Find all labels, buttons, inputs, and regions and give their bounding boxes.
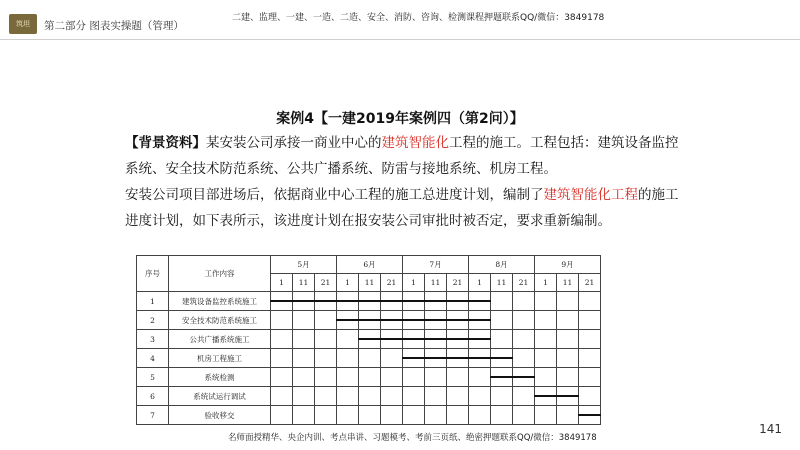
day-header: 11 (359, 274, 381, 292)
timeline-cell (535, 406, 557, 425)
schedule-row (137, 311, 601, 330)
timeline-cell (513, 406, 535, 425)
gantt-bar-segment (358, 300, 381, 302)
timeline-cell (447, 349, 469, 368)
gantt-bar-segment (578, 414, 601, 416)
row-work-name: 系统检测 (169, 368, 271, 387)
gantt-bar-segment (380, 319, 403, 321)
gantt-bar-segment (556, 395, 579, 397)
timeline-cell (403, 387, 425, 406)
day-header: 11 (293, 274, 315, 292)
timeline-cell (271, 406, 293, 425)
background-paragraph (97, 131, 685, 182)
timeline-cell (447, 292, 469, 311)
timeline-cell (557, 330, 579, 349)
timeline-cell (535, 349, 557, 368)
timeline-cell (447, 368, 469, 387)
gantt-bar-segment (468, 338, 491, 340)
timeline-cell (403, 292, 425, 311)
timeline-cell (557, 349, 579, 368)
timeline-cell (425, 368, 447, 387)
schedule-row (137, 330, 601, 349)
timeline-cell (491, 387, 513, 406)
gantt-bar-segment (336, 300, 359, 302)
gantt-bar-segment (446, 300, 469, 302)
gantt-bar-segment (468, 319, 491, 321)
gantt-bar-segment (446, 338, 469, 340)
timeline-cell (315, 330, 337, 349)
gantt-bar-segment (380, 300, 403, 302)
timeline-cell (491, 311, 513, 330)
timeline-cell (535, 292, 557, 311)
timeline-cell (315, 292, 337, 311)
gantt-bar-segment (402, 319, 425, 321)
timeline-cell (271, 330, 293, 349)
day-header: 1 (469, 274, 491, 292)
timeline-cell (557, 311, 579, 330)
row-seq: 6 (137, 387, 169, 406)
timeline-cell (271, 311, 293, 330)
timeline-cell (469, 368, 491, 387)
timeline-cell (359, 311, 381, 330)
gantt-bar-segment (490, 376, 513, 378)
timeline-cell (447, 311, 469, 330)
gantt-bar-segment (512, 376, 535, 378)
timeline-cell (557, 292, 579, 311)
timeline-cell (381, 406, 403, 425)
timeline-cell (293, 311, 315, 330)
schedule-row (137, 406, 601, 425)
timeline-cell (337, 406, 359, 425)
day-header: 1 (271, 274, 293, 292)
timeline-cell (315, 349, 337, 368)
month-header: 7月 (403, 256, 469, 274)
day-header: 1 (535, 274, 557, 292)
header-seq: 序号 (137, 256, 169, 292)
timeline-cell (403, 330, 425, 349)
gantt-bar-segment (402, 300, 425, 302)
gantt-bar-segment (402, 357, 425, 359)
timeline-cell (381, 330, 403, 349)
gantt-bar-segment (424, 319, 447, 321)
day-header: 21 (447, 274, 469, 292)
day-header: 21 (513, 274, 535, 292)
schedule-table (136, 255, 601, 425)
timeline-cell (469, 349, 491, 368)
timeline-cell (535, 368, 557, 387)
day-header: 21 (315, 274, 337, 292)
timeline-cell (337, 330, 359, 349)
timeline-cell (359, 387, 381, 406)
gantt-bar-segment (534, 395, 557, 397)
gantt-bar-segment (424, 338, 447, 340)
brand-logo: 筑坦 (9, 14, 37, 34)
timeline-cell (271, 349, 293, 368)
timeline-cell (469, 330, 491, 349)
gantt-bar-segment (292, 300, 315, 302)
header-divider (0, 39, 800, 40)
row-seq: 2 (137, 311, 169, 330)
timeline-cell (293, 387, 315, 406)
timeline-cell (513, 292, 535, 311)
timeline-cell (557, 387, 579, 406)
timeline-cell (337, 387, 359, 406)
timeline-cell (425, 349, 447, 368)
timeline-cell (381, 368, 403, 387)
month-header: 8月 (469, 256, 535, 274)
timeline-cell (579, 349, 601, 368)
timeline-cell (403, 311, 425, 330)
timeline-cell (293, 368, 315, 387)
timeline-cell (315, 406, 337, 425)
timeline-cell (579, 330, 601, 349)
timeline-cell (425, 406, 447, 425)
row-work-name: 公共广播系统施工 (169, 330, 271, 349)
gantt-bar-segment (468, 357, 491, 359)
schedule-row (137, 349, 601, 368)
timeline-cell (381, 387, 403, 406)
timeline-cell (315, 387, 337, 406)
timeline-cell (425, 330, 447, 349)
timeline-cell (447, 330, 469, 349)
header-work: 工作内容 (169, 256, 271, 292)
highlight-intelligent-building: 建筑智能化 (381, 135, 449, 151)
timeline-cell (271, 292, 293, 311)
timeline-cell (315, 311, 337, 330)
timeline-cell (513, 311, 535, 330)
gantt-bar-segment (490, 357, 513, 359)
day-header: 1 (337, 274, 359, 292)
timeline-cell (469, 311, 491, 330)
timeline-cell (293, 292, 315, 311)
day-header: 11 (557, 274, 579, 292)
schedule-row (137, 368, 601, 387)
day-header: 1 (403, 274, 425, 292)
timeline-cell (491, 406, 513, 425)
timeline-cell (491, 368, 513, 387)
timeline-cell (381, 311, 403, 330)
timeline-cell (403, 406, 425, 425)
timeline-cell (447, 387, 469, 406)
row-seq: 7 (137, 406, 169, 425)
footer-contact-note: 名师面授精华、央企内训、考点串讲、习题模考、考前三页纸、绝密押题联系QQ/微信：3849178 (228, 433, 597, 443)
timeline-cell (293, 349, 315, 368)
schedule-text-b: 的施工进度计划，如下表所示，该进度计划在报安装公司审批时被否定，要求重新编制。 (125, 187, 679, 229)
gantt-bar-segment (270, 300, 293, 302)
day-header: 11 (491, 274, 513, 292)
gantt-bar-segment (446, 319, 469, 321)
row-work-name: 机房工程施工 (169, 349, 271, 368)
timeline-cell (491, 292, 513, 311)
timeline-cell (513, 387, 535, 406)
timeline-cell (513, 368, 535, 387)
timeline-cell (579, 387, 601, 406)
timeline-cell (535, 311, 557, 330)
case-title: 案例4【一建2019年案例四（第2问）】 (276, 111, 524, 127)
timeline-cell (271, 368, 293, 387)
timeline-cell (535, 330, 557, 349)
timeline-cell (469, 292, 491, 311)
timeline-cell (513, 349, 535, 368)
row-seq: 5 (137, 368, 169, 387)
timeline-cell (337, 292, 359, 311)
day-header: 21 (381, 274, 403, 292)
row-seq: 1 (137, 292, 169, 311)
timeline-cell (359, 406, 381, 425)
gantt-bar-segment (424, 300, 447, 302)
timeline-cell (337, 368, 359, 387)
background-label: 【背景资料】 (125, 135, 206, 151)
day-header: 11 (425, 274, 447, 292)
timeline-cell (513, 330, 535, 349)
schedule-text-a: 安装公司项目部进场后，依据商业中心工程的施工总进度计划，编制了 (125, 187, 544, 203)
timeline-cell (359, 368, 381, 387)
month-header: 9月 (535, 256, 601, 274)
page-number: 141 (759, 422, 782, 436)
timeline-cell (447, 406, 469, 425)
schedule-row (137, 292, 601, 311)
gantt-bar-segment (468, 300, 491, 302)
timeline-cell (403, 368, 425, 387)
timeline-cell (293, 406, 315, 425)
timeline-cell (535, 387, 557, 406)
month-header: 5月 (271, 256, 337, 274)
timeline-cell (337, 349, 359, 368)
header-contact-note: 二建、监理、一建、一造、二造、安全、消防、咨询、检测课程押题联系QQ/微信：3849178 (232, 13, 605, 23)
timeline-cell (557, 406, 579, 425)
row-work-name: 验收移交 (169, 406, 271, 425)
timeline-cell (579, 368, 601, 387)
row-work-name: 建筑设备监控系统施工 (169, 292, 271, 311)
background-text-b: 工程的施工。工程包括：建筑设备监控系统、安全技术防范系统、公共广播系统、防雷与接地系统、机房工程。 (125, 135, 679, 177)
schedule-row (137, 387, 601, 406)
timeline-cell (359, 330, 381, 349)
timeline-cell (579, 406, 601, 425)
gantt-bar-segment (336, 319, 359, 321)
timeline-cell (315, 368, 337, 387)
timeline-cell (557, 368, 579, 387)
timeline-cell (403, 349, 425, 368)
highlight-intelligent-project: 建筑智能化工程 (543, 187, 638, 203)
timeline-cell (359, 349, 381, 368)
timeline-cell (425, 387, 447, 406)
month-header: 6月 (337, 256, 403, 274)
row-seq: 4 (137, 349, 169, 368)
timeline-cell (469, 387, 491, 406)
row-seq: 3 (137, 330, 169, 349)
timeline-cell (359, 292, 381, 311)
timeline-cell (381, 292, 403, 311)
day-header: 21 (579, 274, 601, 292)
top-bar (0, 0, 800, 40)
background-text-a: 某安装公司承接一商业中心的 (206, 135, 382, 151)
gantt-bar-segment (380, 338, 403, 340)
timeline-cell (491, 330, 513, 349)
gantt-bar-segment (314, 300, 337, 302)
gantt-bar-segment (424, 357, 447, 359)
timeline-cell (425, 311, 447, 330)
section-title: 第二部分 图表实操题（管理） (44, 20, 184, 32)
timeline-cell (337, 311, 359, 330)
gantt-bar-segment (446, 357, 469, 359)
row-work-name: 安全技术防范系统施工 (169, 311, 271, 330)
timeline-cell (425, 292, 447, 311)
timeline-cell (579, 292, 601, 311)
timeline-cell (271, 387, 293, 406)
gantt-bar-segment (358, 319, 381, 321)
timeline-cell (579, 311, 601, 330)
gantt-bar-segment (358, 338, 381, 340)
timeline-cell (381, 349, 403, 368)
row-work-name: 系统试运行调试 (169, 387, 271, 406)
gantt-bar-segment (402, 338, 425, 340)
timeline-cell (491, 349, 513, 368)
timeline-cell (469, 406, 491, 425)
timeline-cell (293, 330, 315, 349)
schedule-body (137, 292, 601, 425)
schedule-paragraph (97, 183, 685, 234)
